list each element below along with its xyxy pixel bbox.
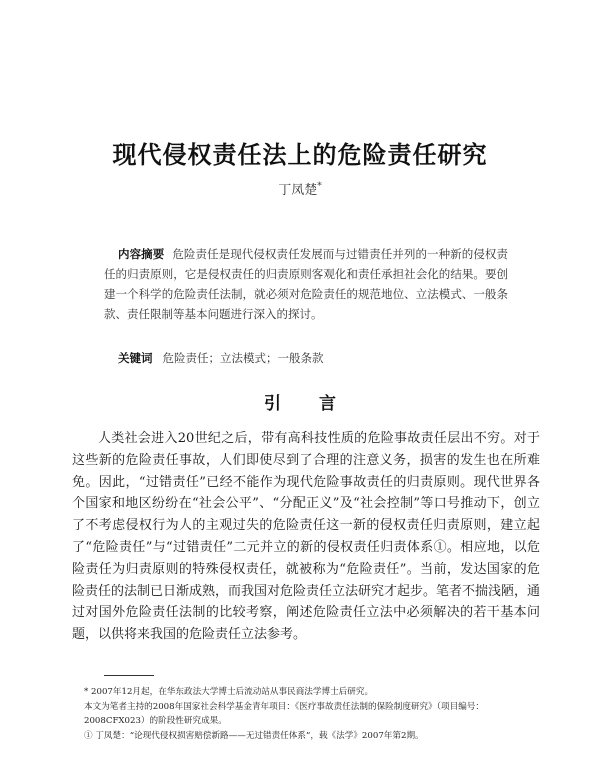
footnote-item: * 2007年12月起，在华东政法大学博士后流动站从事民商法学博士后研究。 [84,687,374,697]
section-heading: 引言 [264,394,374,414]
footnote-item: 本文为笔者主持的2008年国家社会科学基金青年项目：《医疗事故责任法制的保险制度研究》（项目编号：2008CFX023）的阶段性研究成果。 [84,701,484,726]
body-paragraph: 人类社会进入20世纪之后，带有高科技性质的危险事故责任层出不穷。对于这些新的危险责任事故，人们即使尽到了合理的注意义务，损害的发生也在所难免。因此，“过错责任”已经不能作为现代危险事故责任的归责原则。现代世界各个国家和地区纷纷在“社会公平”、“分配正义”及“社会控制”等口号推动下，创立了不考虑侵权行为人的主观过失的危险责任这一新的侵权责任归责原则，建立起了“危险责任”与“过错责任”二元并立的新的侵权责任归责体系①。相应地，以危险责任为归责原则的特殊侵权责任，就被称为“危险责任”。当前，发达国家的危险责任的法制已日渐成熟，而我国对危险责任立法研究才起步。笔者不揣浅陋，通过对国外危险责任法制的比较考察，阐述危险责任立法中必须解决的若干基本问题，以供将来我国的危险责任立法参考。 [72,431,541,643]
abstract-label: 内容摘要 [118,247,165,261]
footnote-divider [104,675,154,676]
footnotes [84,685,524,743]
author-name: 丁凤楚 [278,183,318,198]
abstract [104,244,508,324]
abstract-text: 危险责任是现代侵权责任发展而与过错责任并列的一种新的侵权责任的归责原则，它是侵权责任的归责原则客观化和责任承担社会化的结果。要创建一个科学的危险责任法制，就必须对危险责任的规范地位、立法模式、一般条款、责任限制等基本问题进行深入的探讨。 [104,247,508,321]
keywords [118,350,324,366]
keywords-label: 关键词 [118,351,153,365]
author-line [0,179,600,198]
author-footnote-mark: * [317,181,322,192]
keywords-text: 危险责任；立法模式；一般条款 [162,351,324,365]
paper-title: 现代侵权责任法上的危险责任研究 [112,141,488,169]
footnote-item: ① 丁凤楚：“论现代侵权损害赔偿新路——无过错责任体系”，载《法学》2007年第2期。 [84,730,424,741]
